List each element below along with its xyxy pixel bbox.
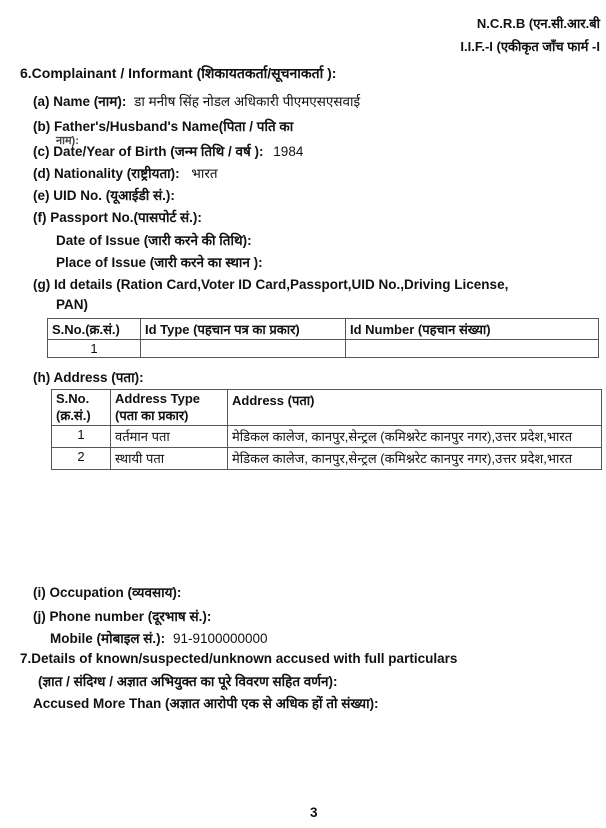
issue-place-label: Place of Issue (जारी करने का स्थान ):: [56, 255, 263, 270]
address-cell-address: मेडिकल कालेज, कानपुर,सेन्ट्रल (कमिश्नरेट कानपुर नगर),उत्तर प्रदेश,भारत: [228, 448, 602, 470]
table-row: [48, 340, 599, 358]
address-col-type: [111, 390, 228, 426]
occupation-label: (i) Occupation (व्यवसाय):: [33, 585, 182, 600]
mobile-row: [50, 629, 268, 647]
mobile-label: Mobile (मोबाइल सं.):: [50, 631, 166, 646]
name-label: (a) Name (नाम):: [33, 94, 127, 109]
address-cell-type: वर्तमान पता: [111, 426, 228, 448]
address-col-sno: [52, 390, 111, 426]
dob-row: [33, 142, 303, 160]
phone-label: (j) Phone number (दूरभाष सं.):: [33, 609, 212, 624]
address-table: [51, 389, 602, 470]
id-col-sno: S.No.(क्र.सं.): [48, 319, 141, 340]
nationality-value: भारत: [191, 166, 218, 181]
id-cell-type: [141, 340, 346, 358]
id-table-header-row: [48, 319, 599, 340]
address-cell-sno: 1: [52, 426, 111, 448]
dob-value: 1984: [273, 144, 304, 159]
uid-label: (e) UID No. (यूआईडी सं.):: [33, 188, 175, 203]
passport-label: (f) Passport No.(पासपोर्ट सं.):: [33, 210, 202, 225]
address-label: (h) Address (पता):: [33, 370, 144, 385]
address-cell-address: मेडिकल कालेज, कानपुर,सेन्ट्रल (कमिश्नरेट कानपुर नगर),उत्तर प्रदेश,भारत: [228, 426, 602, 448]
id-table: [47, 318, 599, 358]
mobile-value: 91-9100000000: [172, 631, 268, 646]
id-details-label-wrap: PAN): [56, 297, 88, 312]
table-row: [52, 448, 602, 470]
address-col-sno-line2: (क्र.सं.): [56, 408, 91, 423]
section-6-heading: 6.Complainant / Informant (शिकायतकर्ता/सूचनाकर्ता ):: [20, 65, 337, 81]
father-name-label: (b) Father's/Husband's Name(पिता / पति का: [33, 119, 294, 134]
nationality-label: (d) Nationality (राष्ट्रीयता):: [33, 166, 180, 181]
address-col-address-line1: Address (पता): [232, 393, 315, 408]
table-row: [52, 426, 602, 448]
nationality-row: [33, 164, 218, 182]
name-value: डा मनीष सिंह नोडल अधिकारी पीएमएसएसवाई: [134, 94, 361, 109]
address-col-address: [228, 390, 602, 426]
address-col-type-line1: Address Type: [115, 391, 201, 406]
form-header-ncrb: N.C.R.B (एन.सी.आर.बी: [476, 16, 600, 31]
dob-label: (c) Date/Year of Birth (जन्म तिथि / वर्ष ):: [33, 144, 264, 159]
page-number: 3: [310, 805, 318, 820]
id-cell-sno: 1: [48, 340, 141, 358]
id-cell-number: [346, 340, 599, 358]
address-col-type-line2: (पता का प्रकार): [115, 408, 189, 423]
section-7-subheading: (ज्ञात / संदिग्ध / अज्ञात अभियुक्त का पूरे विवरण सहित वर्णन):: [38, 674, 338, 689]
address-cell-type: स्थायी पता: [111, 448, 228, 470]
accused-more-than-label: Accused More Than (अज्ञात आरोपी एक से अधिक हों तो संख्या):: [33, 696, 379, 711]
section-7-heading: 7.Details of known/suspected/unknown accused with full particulars: [20, 651, 458, 666]
address-cell-sno: 2: [52, 448, 111, 470]
address-col-sno-line1: S.No.: [56, 391, 90, 406]
id-col-type: Id Type (पहचान पत्र का प्रकार): [141, 319, 346, 340]
address-table-header-row: [52, 390, 602, 426]
id-col-number: Id Number (पहचान संख्या): [346, 319, 599, 340]
form-header-iif: I.I.F.-I (एकीकृत जाँच फार्म -I: [460, 39, 600, 54]
id-details-label: (g) Id details (Ration Card,Voter ID Card,Passport,UID No.,Driving License,: [33, 277, 509, 292]
name-row: [33, 92, 360, 110]
issue-date-label: Date of Issue (जारी करने की तिथि):: [56, 233, 252, 248]
father-name-label-wrap: नाम):: [56, 135, 79, 147]
